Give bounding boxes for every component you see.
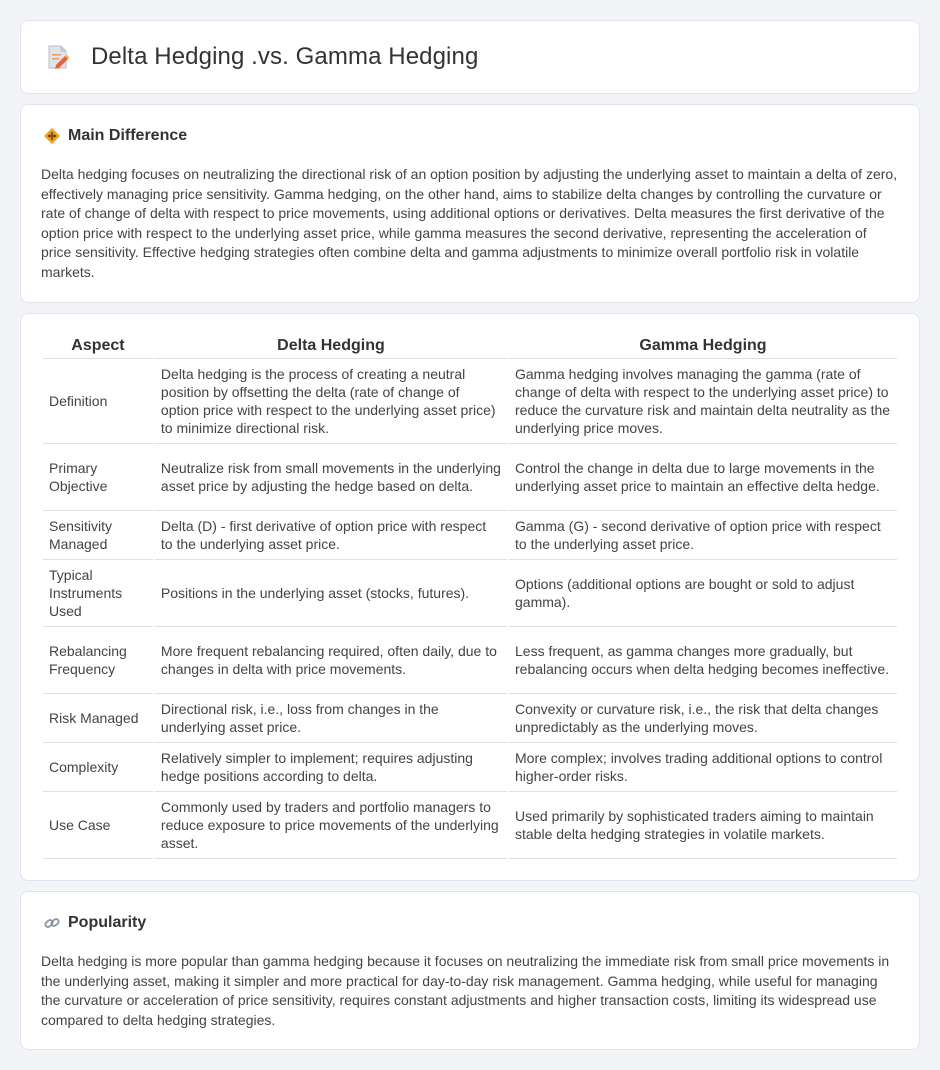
diamond-icon xyxy=(43,127,61,145)
page-title: Delta Hedging .vs. Gamma Hedging xyxy=(91,43,479,70)
delta-cell: Directional risk, i.e., loss from changes in the underlying asset price. xyxy=(155,694,507,743)
delta-cell: Neutralize risk from small movements in the underlying asset price by adjusting the hedge based on delta. xyxy=(155,444,507,511)
aspect-cell: Typical Instruments Used xyxy=(43,560,153,627)
aspect-cell: Primary Objective xyxy=(43,444,153,511)
main-difference-card xyxy=(20,104,920,303)
main-difference-text: Delta hedging focuses on neutralizing the directional risk of an option position by adjusting the underlying asset to maintain a delta of zero, effectively managing price sensitivity. Gamma hedging, on the other hand, aims to stabilize delta changes by controlling the curvature or rate of change of delta with respect to price movements, using additional options or derivatives. Delta measures the first derivative of the option price with respect to the underlying asset price, while gamma measures the second derivative, representing the acceleration of price sensitivity. Effective hedging strategies often combine delta and gamma adjustments to minimize overall portfolio risk in volatile markets. xyxy=(41,166,898,280)
link-icon xyxy=(43,914,61,932)
header-gamma-hedging: Gamma Hedging xyxy=(509,333,897,359)
aspect-cell: Risk Managed xyxy=(43,694,153,743)
delta-cell: Delta (D) - first derivative of option price with respect to the underlying asset price. xyxy=(155,511,507,560)
table-row xyxy=(43,694,897,743)
document-pencil-icon xyxy=(45,43,71,71)
title-row xyxy=(45,43,478,71)
table-row xyxy=(43,560,897,627)
comparison-card xyxy=(20,313,920,881)
aspect-cell: Definition xyxy=(43,359,153,444)
table-row xyxy=(43,792,897,859)
popularity-text: Delta hedging is more popular than gamma hedging because it focuses on neutralizing the immediate risk from small price movements in the underlying asset, making it simpler and more practical for day-to-day risk management. Gamma hedging, while useful for managing the curvature or acceleration of price sensitivity, requires constant adjustments and higher transaction costs, limiting its widespread use compared to delta hedging strategies. xyxy=(41,953,890,1028)
main-difference-title: Main Difference xyxy=(68,127,188,144)
gamma-cell: Options (additional options are bought or sold to adjust gamma). xyxy=(509,560,897,627)
delta-cell: Commonly used by traders and portfolio managers to reduce exposure to price movements of the underlying asset. xyxy=(155,792,507,859)
table-row xyxy=(43,511,897,560)
table-header-row xyxy=(43,333,897,359)
delta-cell: Delta hedging is the process of creating a neutral position by offsetting the delta (rate of change of option price with respect to the underlying asset price) to minimize directional risk. xyxy=(155,359,507,444)
gamma-cell: Convexity or curvature risk, i.e., the risk that delta changes unpredictably as the underlying moves. xyxy=(509,694,897,743)
popularity-title: Popularity xyxy=(68,914,147,931)
aspect-cell: Rebalancing Frequency xyxy=(43,627,153,694)
table-row xyxy=(43,444,897,511)
header-delta-hedging: Delta Hedging xyxy=(155,333,507,359)
delta-cell: Positions in the underlying asset (stocks, futures). xyxy=(155,560,507,627)
gamma-cell: Less frequent, as gamma changes more gradually, but rebalancing occurs when delta hedging becomes ineffective. xyxy=(509,627,897,694)
header-card xyxy=(20,20,920,94)
comparison-table xyxy=(41,333,899,859)
gamma-cell: Gamma (G) - second derivative of option price with respect to the underlying asset price. xyxy=(509,511,897,560)
table-row xyxy=(43,627,897,694)
gamma-cell: Control the change in delta due to large movements in the underlying asset price to maintain an effective delta hedge. xyxy=(509,444,897,511)
aspect-cell: Sensitivity Managed xyxy=(43,511,153,560)
gamma-cell: Gamma hedging involves managing the gamma (rate of change of delta with respect to the underlying asset price) to reduce the curvature risk and maintain delta neutrality as the underlying price moves. xyxy=(509,359,897,444)
delta-cell: More frequent rebalancing required, often daily, due to changes in delta with price movements. xyxy=(155,627,507,694)
main-difference-header xyxy=(43,127,187,145)
gamma-cell: Used primarily by sophisticated traders aiming to maintain stable delta hedging strategies in volatile markets. xyxy=(509,792,897,859)
aspect-cell: Use Case xyxy=(43,792,153,859)
table-row xyxy=(43,743,897,792)
popularity-card xyxy=(20,891,920,1050)
delta-cell: Relatively simpler to implement; requires adjusting hedge positions according to delta. xyxy=(155,743,507,792)
popularity-header xyxy=(43,914,146,932)
header-aspect: Aspect xyxy=(43,333,153,359)
table-row xyxy=(43,359,897,444)
gamma-cell: More complex; involves trading additional options to control higher-order risks. xyxy=(509,743,897,792)
aspect-cell: Complexity xyxy=(43,743,153,792)
